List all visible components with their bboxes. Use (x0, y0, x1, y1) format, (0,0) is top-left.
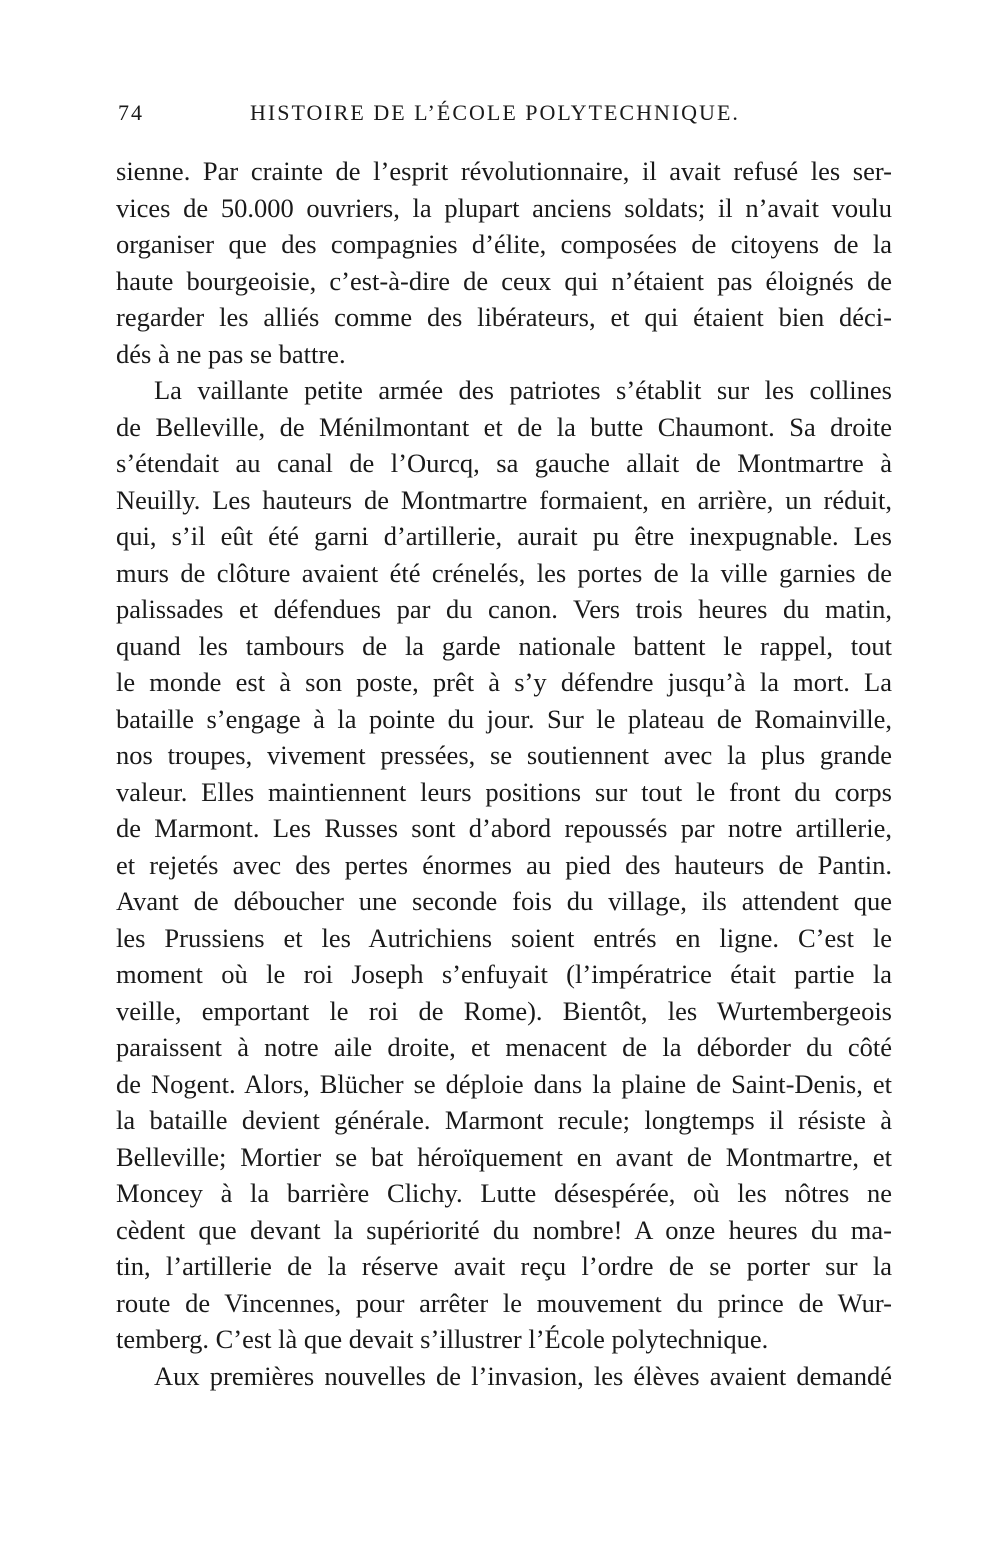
text-line: vices de 50.000 ouvriers, la plupart anciens soldats; il n’avait voulu (116, 192, 892, 223)
text-line: sienne. Par crainte de l’esprit révolutionnaire, il avait refusé les ser- (116, 156, 892, 186)
text-line: et rejetés avec des pertes énormes au pied des hauteurs de Pantin. (116, 849, 892, 880)
text-line: qui, s’il eût été garni d’artillerie, aurait pu être inexpugnable. Les (116, 521, 892, 551)
text-line: La vaillante petite armée des patriotes s’établit sur les collines (154, 375, 892, 405)
text-line: tin, l’artillerie de la réserve avait reçu l’ordre de se porter sur la (116, 1251, 892, 1281)
text-line: palissades et défendues par du canon. Vers trois heures du matin, (116, 594, 892, 624)
text-line: bataille s’engage à la pointe du jour. Sur le plateau de Romainville, (116, 703, 892, 734)
text-line: Moncey à la barrière Clichy. Lutte désespérée, où les nôtres ne (116, 1178, 892, 1208)
text-line: de Nogent. Alors, Blücher se déploie dans la plaine de Saint-Denis, et (116, 1068, 892, 1099)
text-line: moment où le roi Joseph s’enfuyait (l’impératrice était partie la (116, 959, 892, 989)
text-line: murs de clôture avaient été crénelés, les portes de la ville garnies de (116, 557, 892, 588)
text-line: valeur. Elles maintiennent leurs positions sur tout le front du corps (116, 776, 892, 807)
text-line: haute bourgeoisie, c’est-à-dire de ceux qui n’étaient pas éloignés de (116, 265, 892, 296)
text-line: organiser que des compagnies d’élite, composées de citoyens de la (116, 229, 892, 259)
text-line: la bataille devient générale. Marmont recule; longtemps il résiste à (116, 1105, 892, 1135)
text-line: cèdent que devant la supériorité du nombre! A onze heures du ma- (116, 1214, 892, 1245)
text-line: Neuilly. Les hauteurs de Montmartre formaient, en arrière, un réduit, (116, 484, 892, 515)
text-line: Avant de déboucher une seconde fois du village, ils attendent que (116, 886, 892, 916)
text-line: les Prussiens et les Autrichiens soient entrés en ligne. C’est le (116, 922, 892, 953)
text-line: route de Vincennes, pour arrêter le mouvement du prince de Wur- (116, 1287, 892, 1318)
running-head (118, 100, 890, 136)
body-text (116, 153, 892, 1394)
text-line: s’étendait au canal de l’Ourcq, sa gauche allait de Montmartre à (116, 448, 892, 478)
text-line: Aux premières nouvelles de l’invasion, les élèves avaient demandé (154, 1360, 892, 1391)
text-line: dés à ne pas se battre. (116, 338, 346, 369)
text-line: quand les tambours de la garde nationale battent le rappel, tout (116, 630, 892, 661)
text-line: de Marmont. Les Russes sont d’abord repoussés par notre artillerie, (116, 813, 892, 843)
text-line: nos troupes, vivement pressées, se soutiennent avec la plus grande (116, 740, 892, 770)
text-line: paraissent à notre aile droite, et menacent de la déborder du côté (116, 1032, 892, 1062)
running-title: HISTOIRE DE L’ÉCOLE POLYTECHNIQUE. (250, 100, 740, 125)
text-line: regarder les alliés comme des libérateurs, et qui étaient bien déci- (116, 302, 892, 332)
page-number: 74 (118, 100, 144, 125)
text-line: de Belleville, de Ménilmontant et de la butte Chaumont. Sa droite (116, 411, 892, 442)
text-line: temberg. C’est là que devait s’illustrer l’École polytechnique. (116, 1324, 769, 1354)
text-line: le monde est à son poste, prêt à s’y défendre jusqu’à la mort. La (116, 667, 892, 697)
text-line: Belleville; Mortier se bat héroïquement en avant de Montmartre, et (116, 1141, 892, 1172)
text-line: veille, emportant le roi de Rome). Bientôt, les Wurtembergeois (116, 995, 892, 1026)
